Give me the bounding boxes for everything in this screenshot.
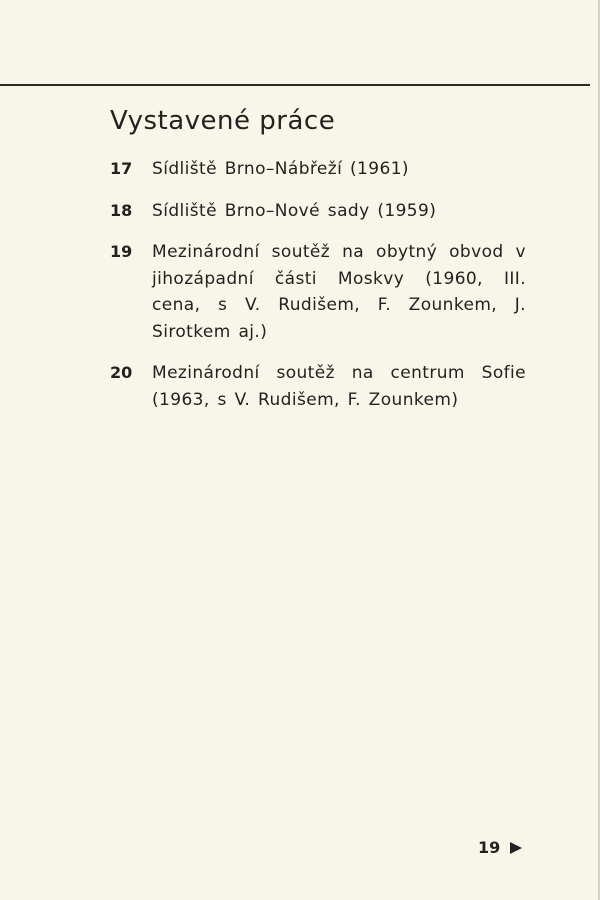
item-text: Sídliště Brno–Nábřeží (1961)	[152, 159, 409, 179]
list-item	[110, 198, 526, 225]
item-text: Sídliště Brno–Nové sady (1959)	[152, 200, 437, 221]
section-title: Vystavené práce	[110, 106, 336, 136]
exhibited-works-list	[110, 156, 526, 428]
list-item	[110, 239, 526, 345]
list-item	[110, 156, 526, 183]
list-item	[110, 360, 526, 413]
triangle-right-icon	[510, 842, 522, 854]
page-footer	[478, 838, 522, 857]
item-number: 20	[110, 363, 133, 382]
item-number: 17	[110, 159, 133, 178]
item-text: Mezinárodní soutěž na obytný obvod v jihozápadní části Moskvy (1960, III. cena, s V. Rudišem, F. Zounkem, J. Sirotkem aj.)	[152, 242, 526, 342]
item-number: 19	[110, 242, 133, 261]
page-number: 19	[478, 838, 501, 857]
item-text: Mezinárodní soutěž na centrum Sofie (1963, s V. Rudišem, F. Zounkem)	[152, 363, 526, 410]
item-number: 18	[110, 200, 133, 220]
horizontal-rule	[0, 84, 590, 86]
